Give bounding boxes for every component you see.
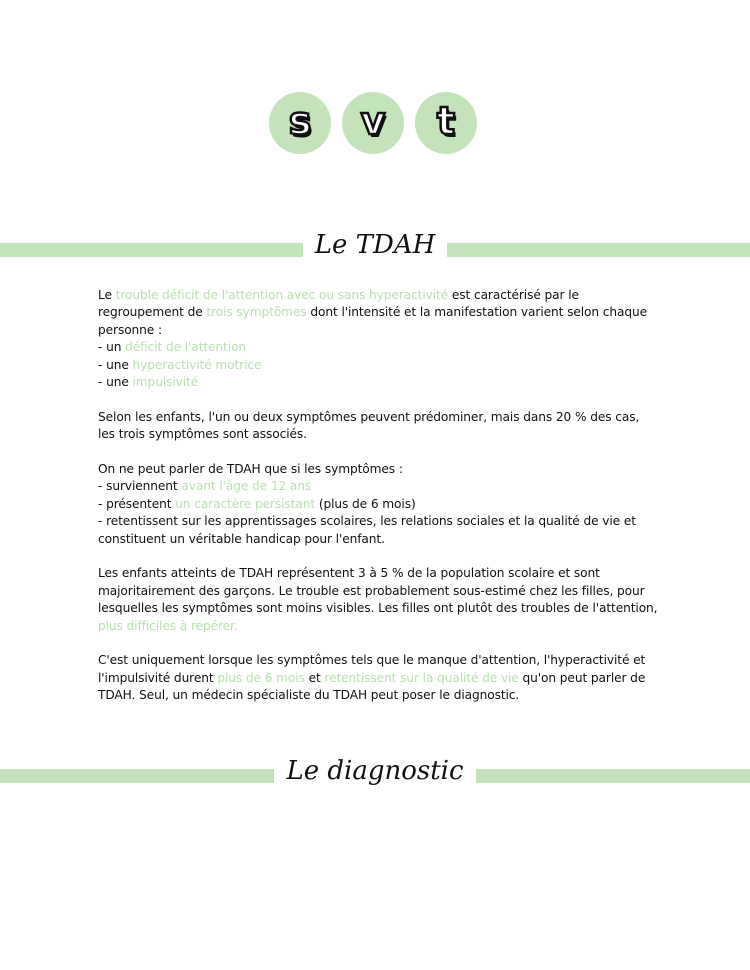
section-title-tdah [0, 230, 750, 260]
highlighted-text: plus de 6 mois [217, 670, 305, 685]
body-text: Les enfants atteints de TDAH représentent 3 à 5 % de la population scolaire et sont majoritairement des garçons. Le trouble est probablement sous-estimé chez les filles, pour lesquelles les symptômes sont moins visibles. Les filles ont plutôt des troubles de l'attention, [98, 566, 658, 616]
body-text: dont l'intensité et la manifestation varient selon chaque personne : [98, 305, 648, 337]
highlighted-text: un caractère persistant [175, 496, 316, 511]
paragraph-line [98, 288, 647, 337]
body-text: Selon les enfants, l'un ou deux symptômes peuvent prédominer, mais dans 20 % des cas, les trois symptômes sont associés. [98, 409, 640, 442]
body-text: Le [98, 288, 116, 302]
paragraph [98, 461, 658, 548]
paragraph [98, 652, 658, 704]
body-text: et [304, 670, 325, 685]
logo-circle-t [415, 92, 477, 154]
section-title-diagnostic-text: Le diagnostic [274, 756, 475, 786]
paragraph-line [98, 462, 403, 476]
body-text: (plus de 6 mois) [315, 496, 416, 511]
paragraph-line [98, 479, 311, 493]
highlighted-text: trois symptômes [206, 305, 307, 320]
body-text: On ne peut parler de TDAH que si les symptômes : [98, 462, 403, 477]
paragraph [98, 287, 658, 391]
highlighted-text: impulsivité [132, 375, 199, 390]
article-body [98, 287, 658, 722]
paragraph-line [98, 566, 657, 632]
body-text: est caractérisé par le regroupement de [98, 288, 579, 320]
logo-circle-v [342, 92, 404, 154]
logo-letter-t: t [436, 99, 456, 143]
body-text: - une [98, 375, 133, 390]
paragraph-line [98, 653, 645, 702]
logo-letter-s: s [288, 99, 312, 143]
body-text: - surviennent [98, 479, 182, 494]
paragraph-line [98, 375, 198, 389]
body-text: - un [98, 340, 126, 355]
paragraph-line [98, 358, 261, 372]
highlighted-text: retentissent sur la qualité de vie [324, 670, 519, 685]
body-text: C'est uniquement lorsque les symptômes tels que le manque d'attention, l'hyperactivité et l'impulsivité durent [98, 653, 646, 685]
highlighted-text: hyperactivité motrice [132, 357, 262, 372]
body-text: - une [98, 357, 133, 372]
highlighted-text: trouble déficit de l'attention avec ou sans hyperactivité [115, 288, 449, 302]
logo-letter-v: v [360, 99, 386, 143]
svt-logo [0, 92, 750, 154]
paragraph [98, 565, 658, 635]
paragraph [98, 409, 658, 444]
highlighted-text: avant l'âge de 12 ans [181, 479, 312, 494]
paragraph-line [98, 514, 636, 545]
body-text: qu'on peut parler de TDAH. Seul, un médecin spécialiste du TDAH peut poser le diagnostic. [98, 670, 646, 703]
paragraph-line [98, 340, 246, 354]
logo-circle-s [269, 92, 331, 154]
section-title-tdah-text: Le TDAH [303, 230, 448, 260]
paragraph-line [98, 497, 416, 511]
highlighted-text: plus difficiles à repérer. [98, 618, 238, 633]
highlighted-text: déficit de l'attention [125, 340, 246, 355]
paragraph-line [98, 410, 639, 441]
body-text: - présentent [98, 496, 176, 511]
section-title-diagnostic [0, 756, 750, 786]
body-text: - retentissent sur les apprentissages scolaires, les relations sociales et la qualité de vie et constituent un véritable handicap pour l'enfant. [98, 514, 636, 546]
